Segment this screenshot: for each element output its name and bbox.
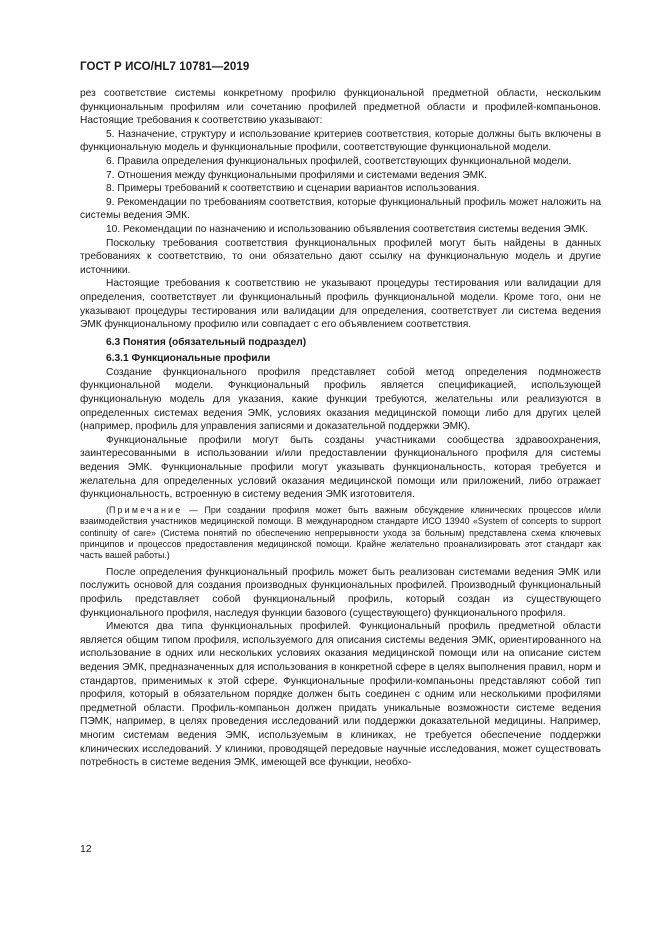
paragraph: Поскольку требования соответствия функциональных профилей могут быть найдены в данных требованиях к соответствию, то они обязательно дают ссылку на функциональную модель и другие источники.	[80, 237, 601, 276]
paragraph: Функциональные профили могут быть созданы участниками сообщества здравоохранения, заинтересованными в использовании и/или предоставлении функционального профиля для системы ведения ЭМК. Функциональные профили могут указывать функциональность, которая требуется и желательна для определенных условий оказания медицинской помощи или приложений, либо отражает функциональность, встроенную в систему ведения ЭМК изготовителя.	[80, 434, 601, 501]
paragraph: Создание функционального профиля представляет собой метод определения подмножеств функциональной модели. Функциональный профиль является спецификацией, использующей функциональную модель для указания, какие функции требуются, желательны или реализуются в определенных системах ведения ЭМК, условиях оказания медицинской помощи либо для других целей (например, профиль для управления записями и доказательной поддержки ЭМК).	[80, 366, 601, 433]
paragraph: После определения функциональный профиль может быть реализован системами ведения ЭМК или послужить основой для создания производных функциональных профилей. Производный функциональный профиль представляет собой функциональный профиль, который создан из существующего функционального профиля, наследуя функции базового (существующего) функционального профиля.	[80, 566, 601, 619]
note-label: Примечание	[108, 504, 183, 515]
list-item-9: 9. Рекомендации по требованиям соответствия, которые функциональный профиль может наложить на системы ведения ЭМК.	[80, 196, 601, 222]
subsection-heading: 6.3.1 Функциональные профили	[106, 353, 271, 365]
list-item-6: 6. Правила определения функциональных профилей, соответствующих функциональной модели.	[106, 155, 572, 167]
note-open-paren: (	[106, 504, 109, 515]
paragraph: Настоящие требования к соответствию не указывают процедуры тестирования или валидации для определения, соответствует ли функциональный профиль функциональной модели. Кроме того, они не указывают процедуры тестирования или валидации для определения, соответствует ли система ведения ЭМК функциональному профилю или совпадает с его объявлением соответствия.	[80, 278, 601, 331]
list-item-5: 5. Назначение, структуру и использование критериев соответствия, которые должны быть включены в функциональную модель и функциональные профили, соответствующие функциональной модели.	[80, 128, 601, 154]
paragraph: Имеются два типа функциональных профилей. Функциональный профиль предметной области является общим типом профиля, используемого для описания системы ведения ЭМК, ориентированного на использование в одних или нескольких условиях оказания медицинской помощи или на описание систем ведения ЭМК, предназначенных для использования в конкретной сфере в целях выполнения правил, норм и стандартов, применимых к этой сфере. Функциональные профили-компаньоны представляют собой тип профиля, который в обязательном порядке должен быть соединен с одним или несколькими профилями предметной области. Профиль-компаньон должен придать уникальные возможности системе ведения ПЭМК, например, в целях проведения исследований или поддержки доказательной медицины. Например, многим системам ведения ЭМК, используемым в клиниках, не требуется обеспечение поддержки клинических исследований. У клиники, проводящей передовые научные исследования, может существовать потребность в системе ведения ЭМК, имеющей все функции, необхо-	[80, 621, 601, 769]
note-text: — При создании профиля может быть важным обсуждение клинических процессов и/или взаимодействия участников медицинской помощи. В международном стандарте ИСО 13940 «System of concepts to support continuity of care» (Система понятий по обеспечению непрерывности ухода за больным) представлена схема ключевых принципов и процессов предоставления медицинской помощи. Крайне желательно проанализировать этот стандарт как часть вашей работы.)	[80, 504, 601, 561]
note-block	[80, 505, 601, 562]
paragraph-continuation: рез соответствие системы конкретному профилю функциональной предметной области, нескольким функциональным профилям или сочетанию профилей предметной области и профилей-компаньонов. Настоящие требования к соответствию указывают:	[80, 88, 601, 127]
section-heading: 6.3 Понятия (обязательный подраздел)	[106, 336, 307, 348]
page-number: 12	[80, 843, 92, 855]
list-item-8: 8. Примеры требований к соответствию и сценарии вариантов использования.	[106, 183, 480, 195]
document-header: ГОСТ Р ИСО/HL7 10781—2019	[80, 61, 250, 73]
list-item-7: 7. Отношения между функциональными профилями и системами ведения ЭМК.	[106, 169, 487, 181]
list-item-10: 10. Рекомендации по назначению и использованию объявления соответствия системы ведения ЭМК.	[106, 223, 589, 235]
document-body	[80, 87, 601, 770]
